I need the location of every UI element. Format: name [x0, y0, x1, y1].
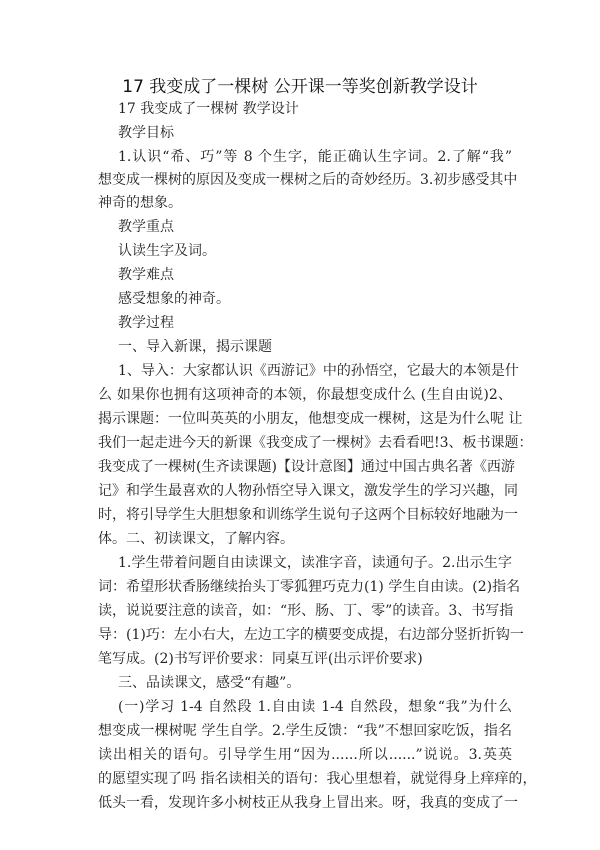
text-line: 记》和学生最喜欢的人物孙悟空导入课文，激发学生的学习兴趣，同: [98, 483, 518, 499]
subtitle: 17 我变成了一棵树 教学设计: [118, 101, 299, 117]
heading-key-points: 教学重点: [118, 219, 174, 235]
heading-difficulties: 教学难点: [118, 267, 174, 283]
text-line: 我们一起走进今天的新课《我变成了一棵树》去看看吧!3、板书课题：: [98, 435, 533, 451]
text-line: 低头一看，发现许多小树枝正从我身上冒出来。呀，我真的变成了一: [98, 795, 518, 811]
text-line: 感受想象的神奇。: [118, 291, 230, 307]
text-line: (一)学习 1-4 自然段 1.自由读 1-4 自然段，想象“我”为什么: [118, 699, 512, 715]
section-heading: 一、导入新课，揭示课题: [118, 339, 272, 355]
text-line: 导：(1)巧：左小右大，左边工字的横要变成提，右边部分竖折折钩一: [98, 627, 524, 643]
text-line: 么 如果你也拥有这项神奇的本领，你最想变成什么 (生自由说)2、: [98, 387, 512, 403]
text-line: 的愿望实现了吗 指名读相关的语句：我心里想着，就觉得身上痒痒的，: [98, 771, 537, 787]
text-line: 揭示课题：一位叫英英的小朋友，他想变成一棵树，这是为什么呢 让: [98, 411, 523, 427]
text-line: 1、导入：大家都认识《西游记》中的孙悟空，它最大的本领是什: [118, 363, 519, 379]
text-line: 我变成了一棵树(生齐读课题)【设计意图】通过中国古典名著《西游: [98, 459, 515, 475]
heading-process: 教学过程: [118, 315, 174, 331]
section-heading: 三、品读课文，感受“有趣”。: [118, 675, 301, 691]
text-line: 认读生字及词。: [118, 243, 216, 259]
text-line: 读，说说要注意的读音，如：“形、肠、丁、零”的读音。3、书写指: [98, 603, 514, 619]
text-line: 1.学生带着问题自由读课文，读准字音，读通句子。2.出示生字: [118, 555, 512, 571]
text-line: 时，将引导学生大胆想象和训练学生说句子这两个目标较好地融为一: [98, 507, 518, 523]
text-line: 想变成一棵树的原因及变成一棵树之后的奇妙经历。3.初步感受其中: [98, 172, 518, 188]
page-title: 17 我变成了一棵树 公开课一等奖创新教学设计: [122, 77, 478, 97]
text-line: 想变成一棵树呢 学生自学。2.学生反馈：“我”不想回家吃饭，指名: [98, 723, 512, 739]
text-line: 神奇的想象。: [98, 195, 182, 211]
text-line: 1.认识“希、巧”等 8 个生字，能正确认生字词。2.了解“我”: [118, 149, 512, 165]
text-line: 读出相关的语句。引导学生用“因为......所以......”说说。3.英英: [98, 747, 512, 763]
heading-objectives: 教学目标: [118, 125, 174, 141]
text-line: 词：希望形状香肠继续抬头丁零狐狸巧克力(1) 学生自由读。(2)指名: [98, 579, 521, 595]
text-line: 体。二、初读课文，了解内容。: [98, 531, 294, 547]
text-line: 笔写成。(2)书写评价要求：同桌互评(出示评价要求): [98, 651, 423, 667]
